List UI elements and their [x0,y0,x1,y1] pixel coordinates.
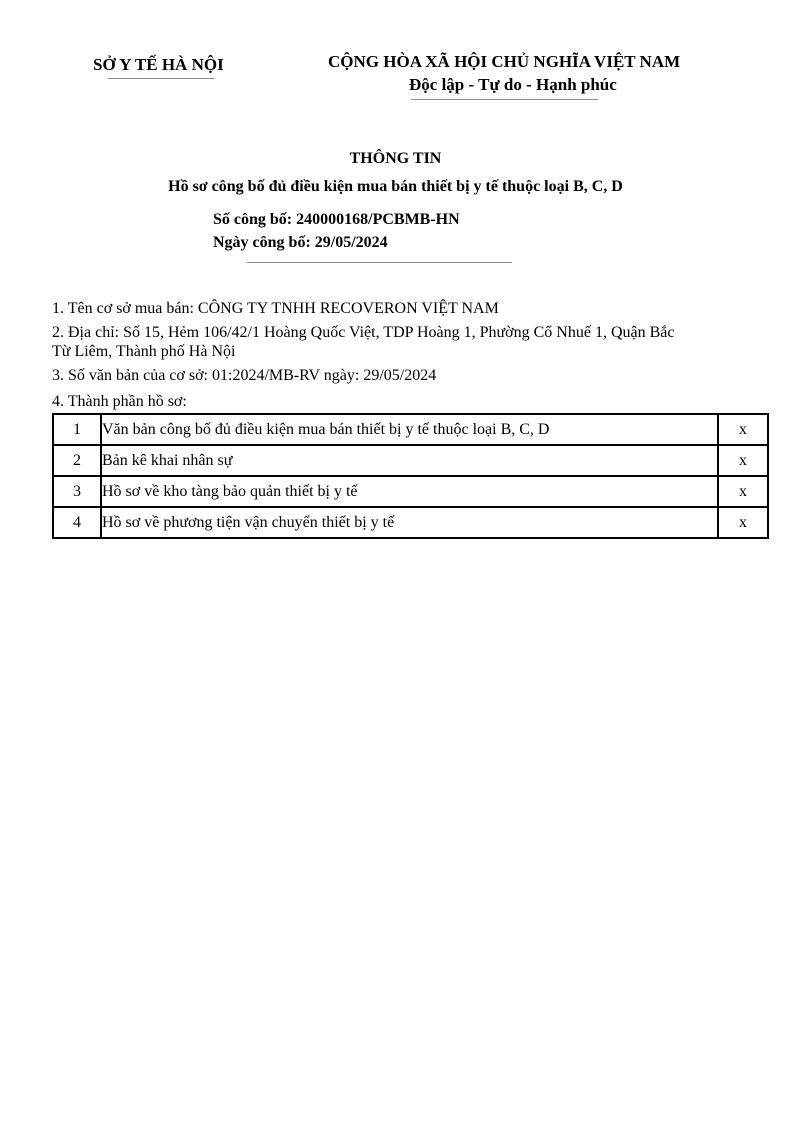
facility-document-ref: 3. Số văn bản của cơ sở: 01:2024/MB-RV ngày: 29/05/2024 [52,367,437,384]
agency-underline [108,78,214,79]
document-subtitle: Hồ sơ công bố đủ điều kiện mua bán thiết bị y tế thuộc loại B, C, D [168,178,623,195]
table-row [53,414,768,445]
document-title: THÔNG TIN [349,150,442,167]
row-check-mark: x [718,476,768,507]
facility-name: 1. Tên cơ sở mua bán: CÔNG TY TNHH RECOVERON VIỆT NAM [52,300,499,317]
row-check-mark: x [718,507,768,538]
motto-underline [411,99,598,100]
national-title: CỘNG HÒA XÃ HỘI CHỦ NGHĨA VIỆT NAM [328,52,681,71]
announcement-date: Ngày công bố: 29/05/2024 [213,234,388,251]
row-index: 4 [53,507,101,538]
row-index: 3 [53,476,101,507]
issuing-agency: SỞ Y TẾ HÀ NỘI [93,55,224,74]
row-document-name: Hồ sơ về phương tiện vận chuyển thiết bị y tế [101,507,718,538]
national-motto: Độc lập - Tự do - Hạnh phúc [409,75,617,94]
row-check-mark: x [718,445,768,476]
announcement-number: Số công bố: 240000168/PCBMB-HN [213,211,460,228]
row-document-name: Hồ sơ về kho tàng bảo quản thiết bị y tế [101,476,718,507]
row-index: 1 [53,414,101,445]
table-row [53,476,768,507]
table-row [53,507,768,538]
row-document-name: Văn bản công bố đủ điều kiện mua bán thiết bị y tế thuộc loại B, C, D [101,414,718,445]
row-index: 2 [53,445,101,476]
components-heading: 4. Thành phần hồ sơ: [52,393,187,410]
address-line-1: 2. Địa chỉ: Số 15, Hẻm 106/42/1 Hoàng Quốc Việt, TDP Hoàng 1, Phường Cổ Nhuế 1, Quận Bắc [52,324,675,341]
table-row [53,445,768,476]
row-check-mark: x [718,414,768,445]
row-document-name: Bản kê khai nhân sự [101,445,718,476]
components-table [52,413,769,539]
title-divider [247,262,512,263]
address-line-2: Từ Liêm, Thành phố Hà Nội [52,343,236,360]
